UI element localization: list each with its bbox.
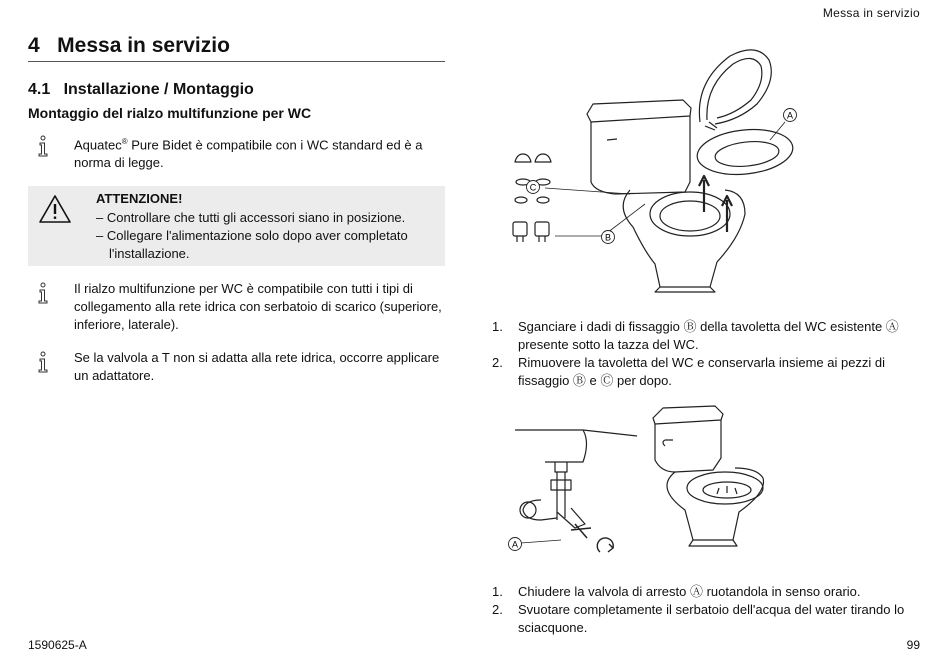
document-number: 1590625-A [28, 638, 87, 652]
warning-item: – Collegare l'alimentazione solo dopo aver completato l'installazione. [96, 228, 408, 261]
shutoff-valve-illustration [505, 400, 790, 565]
info-note-connection [28, 280, 445, 334]
page-number: 99 [906, 638, 920, 652]
info-icon [36, 351, 50, 373]
instruction-steps-close-valve [492, 583, 922, 637]
note-text: Aquatec® Pure Bidet è compatibile con i WC standard ed è a norma di legge. [74, 137, 423, 171]
info-note-compatibility [28, 133, 445, 172]
info-icon [36, 135, 50, 157]
callout-label-b [602, 231, 615, 244]
info-icon [36, 282, 50, 304]
clockwise-arrow-icon [597, 538, 613, 552]
toilet-seat-removal-illustration [495, 42, 830, 304]
list-item: 1. Chiudere la valvola di arresto Ⓐ ruotandola in senso orario. [492, 584, 861, 599]
info-note-adapter [28, 349, 445, 385]
svg-text:A: A [786, 110, 794, 121]
list-item: 1. Sganciare i dadi di fissaggio Ⓑ della tavoletta del WC esistente Ⓐ presente sotto la tazza del WC. [492, 319, 899, 352]
callout-label-c [527, 181, 540, 194]
list-item: 2. Rimuovere la tavoletta del WC e conservarla insieme ai pezzi di fissaggio Ⓑ e Ⓒ per dopo. [492, 355, 886, 388]
svg-text:B: B [604, 232, 612, 243]
svg-text:C: C [529, 182, 537, 193]
callout-label-a [509, 538, 562, 551]
chapter-title: 4 Messa in servizio [28, 34, 230, 57]
subsection-title: Montaggio del rialzo multifunzione per WC [28, 105, 312, 121]
note-text: Il rialzo multifunzione per WC è compatibile con tutti i tipi di collegamento alla rete idrica con serbatoio di scarico (superiore, inferiore, laterale). [74, 281, 442, 332]
chapter-divider [28, 61, 445, 62]
warning-triangle-icon [38, 194, 72, 224]
warning-item: – Controllare che tutti gli accessori siano in posizione. [96, 210, 406, 225]
warning-title: ATTENZIONE! [96, 191, 183, 206]
svg-text:A: A [511, 539, 519, 550]
note-text: Se la valvola a T non si adatta alla rete idrica, occorre applicare un adattatore. [74, 350, 440, 383]
list-item: 2. Svuotare completamente il serbatoio dell'acqua del water tirando lo sciacquone. [492, 602, 905, 635]
section-title: 4.1 Installazione / Montaggio [28, 81, 254, 98]
callout-label-a [784, 109, 797, 122]
warning-box [28, 186, 445, 266]
running-header: Messa in servizio [822, 6, 920, 20]
instruction-steps-remove-seat [492, 318, 922, 390]
